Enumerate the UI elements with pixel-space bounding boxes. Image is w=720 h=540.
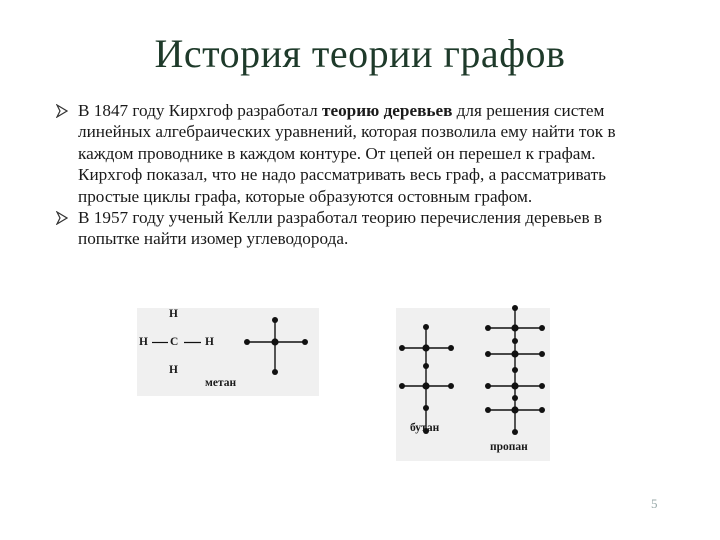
bullet-list bbox=[56, 100, 656, 250]
slide-title: История теории графов bbox=[154, 31, 566, 76]
graph-node bbox=[539, 351, 545, 357]
graph-node bbox=[512, 429, 518, 435]
graph-node bbox=[485, 383, 491, 389]
bullet-1-bold: теорию деревьев bbox=[322, 101, 453, 120]
bullet-1-text-a: В 1847 году Кирхгоф разработал bbox=[78, 101, 323, 120]
methane-left-h: H bbox=[139, 336, 148, 348]
graph-node bbox=[511, 406, 518, 413]
arrow-bullet-icon bbox=[56, 104, 68, 118]
bullet-kelly bbox=[56, 207, 656, 250]
graph-node bbox=[539, 325, 545, 331]
graph-node bbox=[244, 339, 250, 345]
graph-node bbox=[485, 325, 491, 331]
methane-top-h: H bbox=[169, 308, 178, 320]
propane-graph bbox=[396, 308, 550, 461]
graph-node bbox=[512, 367, 518, 373]
graph-node bbox=[539, 407, 545, 413]
graph-node bbox=[272, 317, 278, 323]
arrow-bullet-icon bbox=[56, 211, 68, 225]
butane-caption: бутан bbox=[410, 422, 440, 434]
bullet-1-text-b: для решения систем линейных алгебраических уравнений, которая позволила ему найти ток в каждом проводнике в каждом контуре. От цепей он перешел к графам. Кирхгоф показал, что не надо рассматривать весь граф, а рассматривать простые циклы графа, которые образуются остовным графом. bbox=[78, 101, 616, 206]
graph-node bbox=[539, 383, 545, 389]
graph-node bbox=[511, 324, 518, 331]
graph-node bbox=[512, 395, 518, 401]
methane-caption: метан bbox=[205, 377, 237, 389]
graph-node bbox=[512, 338, 518, 344]
bullet-2-text: В 1957 году ученый Келли разработал теорию перечисления деревьев в попытке найти изомер углеводорода. bbox=[78, 208, 602, 249]
methane-center-c: C bbox=[170, 336, 179, 348]
graph-node bbox=[485, 351, 491, 357]
propane-caption: пропан bbox=[490, 441, 528, 453]
tree-graphs-figure bbox=[396, 308, 550, 461]
graph-node bbox=[511, 382, 518, 389]
methane-graph bbox=[137, 308, 319, 396]
page-number: 5 bbox=[651, 496, 658, 511]
graph-node bbox=[271, 338, 278, 345]
graph-node bbox=[272, 369, 278, 375]
methane-right-h: H bbox=[205, 336, 214, 348]
graph-node bbox=[302, 339, 308, 345]
graph-node bbox=[485, 407, 491, 413]
bullet-kirchhoff bbox=[56, 100, 656, 207]
graph-node bbox=[512, 305, 518, 311]
graph-node bbox=[511, 350, 518, 357]
methane-bottom-h: H bbox=[169, 364, 178, 376]
methane-figure bbox=[137, 308, 319, 396]
